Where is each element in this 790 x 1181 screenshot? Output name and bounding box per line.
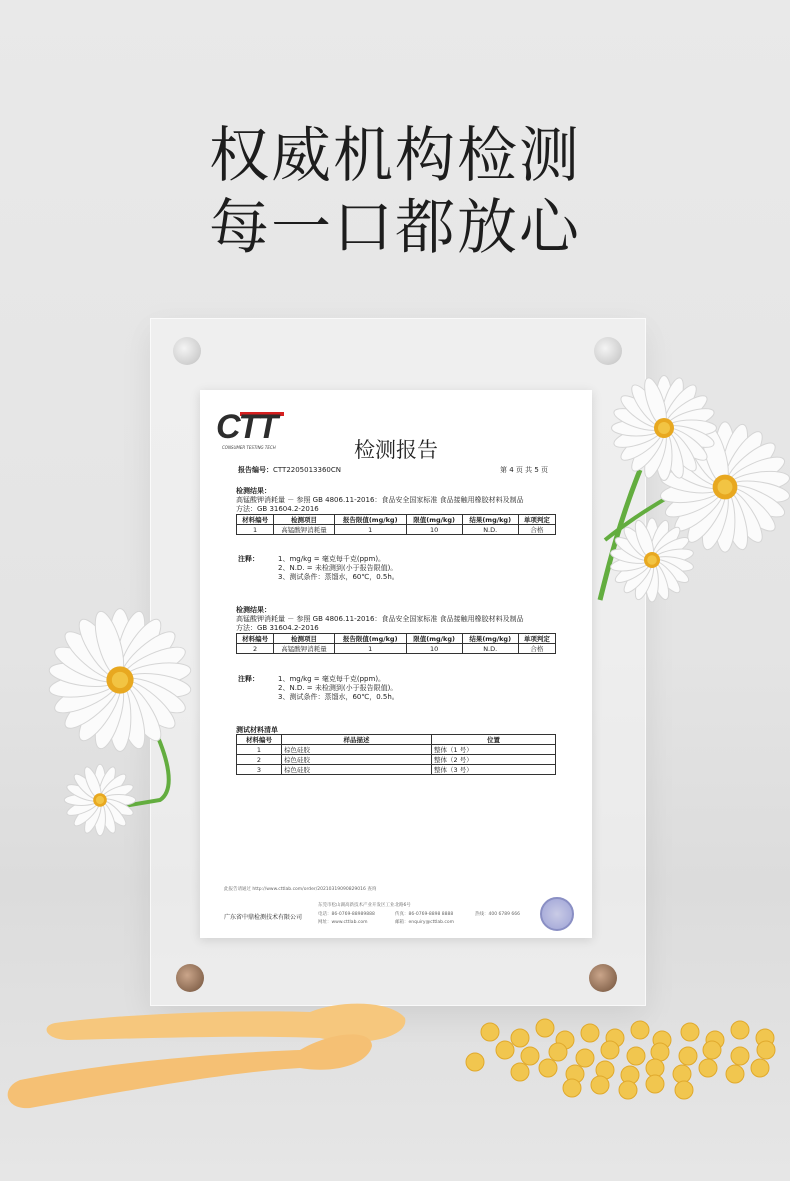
table-cell: 3 [237,765,282,775]
report-title: 检测报告 [354,438,438,462]
table-cell: 棕色硅胶 [282,765,432,775]
notes1-item3: 3、测试条件：蒸馏水，60℃，0.5h。 [278,573,399,581]
gel-bead [731,1047,749,1065]
table-cell: 10 [406,525,462,535]
gel-bead [466,1053,484,1071]
col-header: 结果(mg/kg) [462,634,518,644]
col-header: 报告限值(mg/kg) [334,634,406,644]
spoons-and-beads [0,990,790,1181]
gel-bead [576,1049,594,1067]
footer-tel: 电话：86-0769-88989888 [318,912,375,917]
col-header: 材料编号 [237,515,274,525]
section2-heading: 检测结果： [236,606,271,614]
gel-bead [681,1023,699,1041]
gel-bead [563,1079,581,1097]
gel-bead [496,1041,514,1059]
gel-bead [703,1041,721,1059]
table-cell: 1 [237,745,282,755]
col-header: 限值(mg/kg) [406,634,462,644]
table-cell: 高锰酸钾消耗量 [274,644,335,654]
section2-line2: 方法：GB 31604.2-2016 [236,624,319,632]
col-header: 检测项目 [274,634,335,644]
notes2-item1: 1、mg/kg = 毫克每千克(ppm)。 [278,675,386,683]
gel-bead [549,1043,567,1061]
gel-bead [646,1059,664,1077]
report-number: 报告编号：CTT2205013360CN [238,466,341,474]
notes1-item2: 2、N.D. = 未检测到(小于报告限值)。 [278,564,398,572]
logo-subtitle: CONSUMER TESTING TECH [222,445,276,450]
table-cell: 整体（2 号） [432,755,556,765]
table-cell: 2 [237,644,274,654]
footer-address: 东莞市松山湖高新技术产业开发区工业北路6号 [318,903,411,908]
gel-bead [539,1059,557,1077]
table-cell: 棕色硅胶 [282,745,432,755]
table-cell: 1 [334,644,406,654]
gel-bead [481,1023,499,1041]
gel-bead [601,1041,619,1059]
gel-bead [675,1081,693,1099]
table-cell: 高锰酸钾消耗量 [274,525,335,535]
notes2-label: 注释： [238,675,259,683]
table-cell: N.D. [462,525,518,535]
gel-bead [521,1047,539,1065]
gel-bead [631,1021,649,1039]
col-header: 结果(mg/kg) [462,515,518,525]
table-cell: 合格 [518,525,555,535]
daisy-flower-left-large [48,608,192,751]
gel-bead [751,1059,769,1077]
col-header: 单项判定 [518,515,555,525]
table-cell: 10 [406,644,462,654]
section1-heading: 检测结果： [236,487,271,495]
col-header: 样品描述 [282,735,432,745]
table-cell: 1 [237,525,274,535]
materials-heading: 测试材料清单 [236,726,278,734]
table-cell: 1 [334,525,406,535]
col-header: 位置 [432,735,556,745]
gel-bead [699,1059,717,1077]
gel-bead [726,1065,744,1083]
table-cell: 棕色硅胶 [282,755,432,765]
table-cell: N.D. [462,644,518,654]
section1-line2: 方法：GB 31604.2-2016 [236,505,319,513]
headline-line2: 每一口都放心 [209,193,581,263]
notes2-item2: 2、N.D. = 未检测到(小于报告限值)。 [278,684,398,692]
notes1-label: 注释： [238,555,259,563]
footer-company: 广东省中鼎检测技术有限公司 [224,914,303,921]
col-header: 材料编号 [237,634,274,644]
gel-bead [536,1019,554,1037]
gel-bead [627,1047,645,1065]
gel-bead [651,1043,669,1061]
table-cell: 合格 [518,644,555,654]
footer-web: 网址：www.cttlab.com [318,920,368,925]
gel-bead [591,1076,609,1094]
footer-hotline: 热线：400 6789 666 [475,912,520,917]
gel-bead [731,1021,749,1039]
gel-bead [581,1024,599,1042]
gel-bead [673,1065,691,1083]
footer-url-line: 此报告请通过 http://www.cttlab.com/order/20210319090829016 查询 [224,887,377,892]
gel-bead [511,1029,529,1047]
table-cell: 整体（1 号） [432,745,556,755]
notes2-item3: 3、测试条件：蒸馏水，60℃，0.5h。 [278,693,399,701]
footer-email: 邮箱：enquiry@cttlab.com [395,920,455,925]
section2-line1: 高锰酸钾消耗量 － 参照 GB 4806.11-2016：食品安全国家标准 食品接触用橡胶材料及制品 [236,615,524,623]
gel-bead [511,1063,529,1081]
col-header: 报告限值(mg/kg) [334,515,406,525]
footer-fax: 传真：86-0769-8898 8888 [395,912,454,917]
page-info: 第 4 页 共 5 页 [500,466,549,474]
gel-bead [757,1041,775,1059]
col-header: 检测项目 [274,515,335,525]
col-header: 限值(mg/kg) [406,515,462,525]
gel-bead [679,1047,697,1065]
daisy-flower-left-small [64,764,135,835]
col-header: 材料编号 [237,735,282,745]
table-cell: 2 [237,755,282,765]
headline-line1: 权威机构检测 [209,121,581,191]
col-header: 单项判定 [518,634,555,644]
notes1-item1: 1、mg/kg = 毫克每千克(ppm)。 [278,555,386,563]
gel-bead [646,1075,664,1093]
gel-bead [619,1081,637,1099]
table-cell: 整体（3 号） [432,765,556,775]
section1-line1: 高锰酸钾消耗量 － 参照 GB 4806.11-2016：食品安全国家标准 食品接触用橡胶材料及制品 [236,496,524,504]
ctt-logo: CTT [216,408,277,446]
